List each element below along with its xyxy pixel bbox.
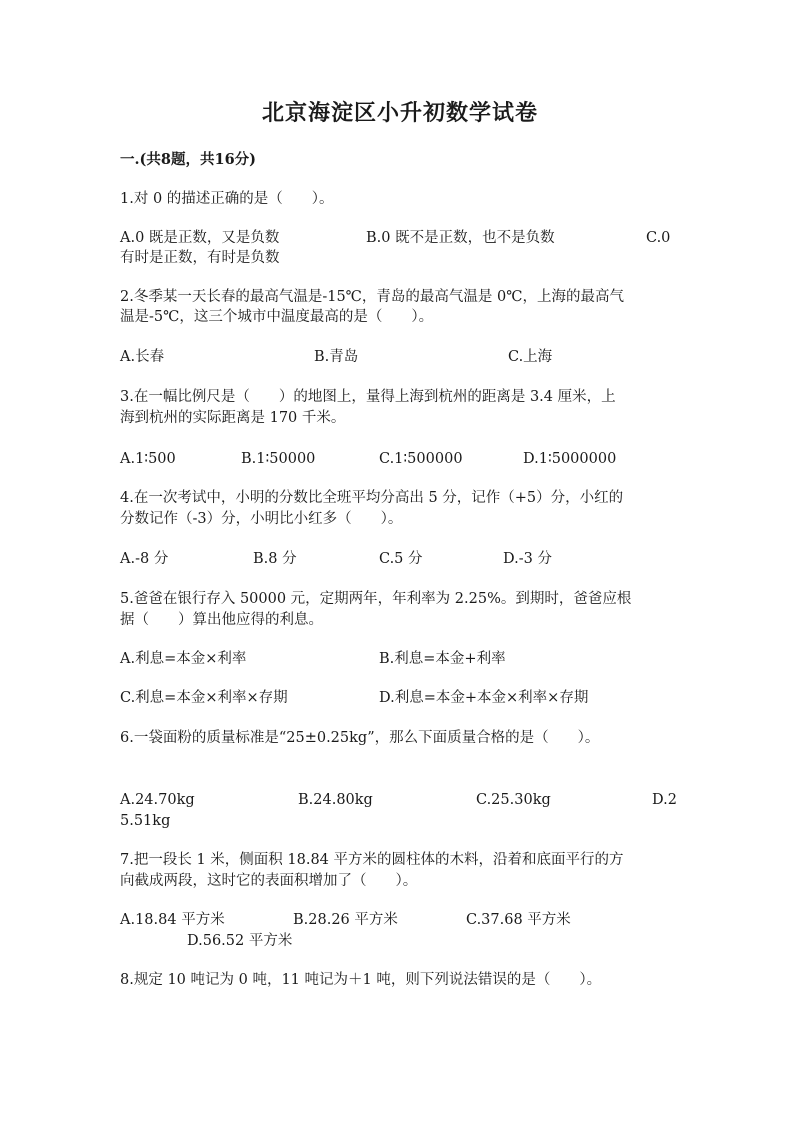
- question-6-text: 6.一袋面粉的质量标准是“25±0.25kg”，那么下面质量合格的是（ ）。: [120, 730, 600, 746]
- question-2-text-line-2: 温是-5℃，这三个城市中温度最高的是（ ）。: [120, 309, 434, 325]
- question-2-option-b[interactable]: B.青岛: [314, 349, 359, 365]
- question-2-option-a[interactable]: A.长春: [120, 349, 165, 365]
- question-2-option-c[interactable]: C.上海: [508, 349, 553, 365]
- question-1-option-c[interactable]: C.0: [646, 230, 671, 246]
- question-5-option-d[interactable]: D.利息=本金+本金×利率×存期: [379, 690, 589, 706]
- question-5-text-line-2: 据（ ）算出他应得的利息。: [120, 612, 323, 628]
- question-7-option-d[interactable]: D.56.52 平方米: [187, 933, 293, 949]
- question-7-option-b[interactable]: B.28.26 平方米: [293, 912, 398, 928]
- question-6-option-d-cont: 5.51kg: [120, 813, 171, 829]
- question-4-text-line-1: 4.在一次考试中，小明的分数比全班平均分高出 5 分，记作（+5）分，小红的: [120, 490, 624, 506]
- question-6-option-b[interactable]: B.24.80kg: [298, 792, 373, 808]
- question-3-option-d[interactable]: D.1∶5000000: [523, 451, 617, 467]
- question-6-option-a[interactable]: A.24.70kg: [120, 792, 195, 808]
- question-1-option-a[interactable]: A.0 既是正数，又是负数: [120, 230, 280, 246]
- section-header: 一.(共8题，共16分): [120, 151, 257, 168]
- question-7-option-c[interactable]: C.37.68 平方米: [466, 912, 571, 928]
- question-4-text-line-2: 分数记作（-3）分，小明比小红多（ ）。: [120, 511, 403, 527]
- question-3-option-b[interactable]: B.1∶50000: [241, 451, 316, 467]
- question-5-option-b[interactable]: B.利息=本金+利率: [379, 651, 506, 667]
- question-1-option-c-cont: 有时是正数，有时是负数: [120, 250, 280, 266]
- question-3-option-a[interactable]: A.1∶500: [120, 451, 176, 467]
- question-7-option-a[interactable]: A.18.84 平方米: [120, 912, 225, 928]
- question-7-text-line-1: 7.把一段长 1 米，侧面积 18.84 平方米的圆柱体的木料，沿着和底面平行的方: [120, 852, 624, 868]
- question-6-option-c[interactable]: C.25.30kg: [476, 792, 551, 808]
- question-4-option-b[interactable]: B.8 分: [253, 551, 297, 567]
- question-4-option-d[interactable]: D.-3 分: [503, 551, 552, 567]
- question-2-text-line-1: 2.冬季某一天长春的最高气温是-15℃，青岛的最高气温是 0℃，上海的最高气: [120, 289, 624, 305]
- question-3-text-line-2: 海到杭州的实际距离是 170 千米。: [120, 410, 346, 426]
- page-title: 北京海淀区小升初数学试卷: [261, 100, 538, 126]
- question-8-text: 8.规定 10 吨记为 0 吨，11 吨记为＋1 吨，则下列说法错误的是（ ）。: [120, 972, 602, 988]
- question-5-option-a[interactable]: A.利息=本金×利率: [120, 651, 247, 667]
- question-1-option-b[interactable]: B.0 既不是正数，也不是负数: [366, 230, 555, 246]
- question-5-text-line-1: 5.爸爸在银行存入 50000 元，定期两年，年利率为 2.25%。到期时，爸爸应根: [120, 591, 632, 607]
- question-7-text-line-2: 向截成两段，这时它的表面积增加了（ ）。: [120, 873, 418, 889]
- question-3-option-c[interactable]: C.1∶500000: [379, 451, 463, 467]
- question-6-option-d[interactable]: D.2: [652, 792, 677, 808]
- question-4-option-a[interactable]: A.-8 分: [120, 551, 169, 567]
- question-3-text-line-1: 3.在一幅比例尺是（ ）的地图上，量得上海到杭州的距离是 3.4 厘米，上: [120, 389, 616, 405]
- question-5-option-c[interactable]: C.利息=本金×利率×存期: [120, 690, 288, 706]
- question-1-text: 1.对 0 的描述正确的是（ ）。: [120, 191, 334, 207]
- question-4-option-c[interactable]: C.5 分: [379, 551, 423, 567]
